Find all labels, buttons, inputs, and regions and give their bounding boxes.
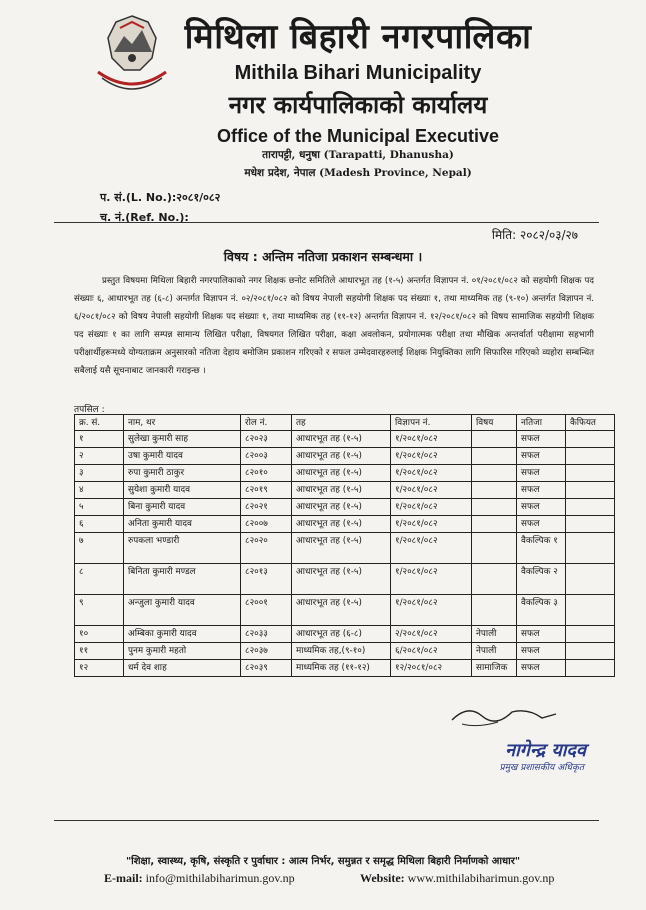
footer-website (360, 871, 554, 886)
table-cell: १/२०८१/०८२ (391, 533, 472, 564)
table-cell (472, 482, 517, 499)
table-cell: ९ (75, 595, 124, 626)
table-row (75, 595, 615, 626)
table-cell: आधारभूत तह (६-८) (292, 626, 391, 643)
table-cell: ६ (75, 516, 124, 533)
table-row (75, 516, 615, 533)
details-label: तपसिल : (74, 405, 105, 415)
table-cell: ८ (75, 564, 124, 595)
table-cell: वैकल्पिक १ (517, 533, 566, 564)
table-cell (566, 431, 615, 448)
table-cell: माध्यमिक तह,(९-१०) (292, 643, 391, 660)
table-cell (566, 499, 615, 516)
signatory-name: नागेन्द्र यादव (505, 740, 586, 761)
table-cell: आधारभूत तह (१-५) (292, 516, 391, 533)
table-row (75, 660, 615, 677)
table-cell: १/२०८१/०८२ (391, 595, 472, 626)
table-cell: १/२०८१/०८२ (391, 465, 472, 482)
address-line-1: तारापट्टी, धनुषा (Tarapatti, Dhanusha) (262, 149, 454, 161)
table-header-row (75, 415, 615, 431)
table-cell: आधारभूत तह (१-५) (292, 482, 391, 499)
table-cell: १ (75, 431, 124, 448)
table-cell: रुपा कुमारी ठाकुर (124, 465, 241, 482)
col-advert-header: विज्ञापन नं. (391, 415, 472, 431)
table-cell (472, 564, 517, 595)
letter-number: प. सं.(L. No.):२०८१/०८२ (100, 191, 221, 204)
table-cell: ८२००३ (241, 448, 292, 465)
municipality-title-ne: मिथिला बिहारी नगरपालिका (184, 17, 532, 57)
table-row (75, 564, 615, 595)
table-cell: ८२०३७ (241, 643, 292, 660)
table-cell: सुलेखा कुमारी साह (124, 431, 241, 448)
signatory-title: प्रमुख प्रशासकीय अधिकृत (499, 763, 584, 773)
table-cell: १/२०८१/०८२ (391, 431, 472, 448)
table-cell: आधारभूत तह (१-५) (292, 448, 391, 465)
table-cell: पुनम कुमारी महतो (124, 643, 241, 660)
table-cell: २/२०८१/०८२ (391, 626, 472, 643)
table-cell: सुयेशा कुमारी यादव (124, 482, 241, 499)
table-cell: अम्बिका कुमारी यादव (124, 626, 241, 643)
table-cell (566, 465, 615, 482)
table-cell: ८२०१९ (241, 482, 292, 499)
table-cell: ८२००७ (241, 516, 292, 533)
table-cell (566, 595, 615, 626)
table-cell: १/२०८१/०८२ (391, 482, 472, 499)
table-cell: वैकल्पिक ३ (517, 595, 566, 626)
table-cell: धर्म देव शाह (124, 660, 241, 677)
table-cell: सफल (517, 465, 566, 482)
office-title-en: Office of the Municipal Executive (216, 126, 500, 146)
col-name-header: नाम, थर (124, 415, 241, 431)
table-cell: ८२०३९ (241, 660, 292, 677)
reference-number: च. नं.(Ref. No.): (100, 211, 189, 224)
table-row (75, 465, 615, 482)
table-cell: ७ (75, 533, 124, 564)
table-cell (472, 533, 517, 564)
col-result-header: नतिजा (517, 415, 566, 431)
col-level-header: तह (292, 415, 391, 431)
table-cell: आधारभूत तह (१-५) (292, 533, 391, 564)
subject-line: विषय : अन्तिम नतिजा प्रकाशन सम्बन्धमा । (223, 249, 423, 264)
table-cell: ४ (75, 482, 124, 499)
table-cell (566, 533, 615, 564)
table-cell (566, 626, 615, 643)
letter-date: मिति: २०८२/०३/२७ (491, 228, 578, 242)
table-cell (472, 499, 517, 516)
table-cell: नेपाली (472, 626, 517, 643)
table-cell: सफल (517, 499, 566, 516)
table-cell: बिना कुमारी यादव (124, 499, 241, 516)
table-cell: आधारभूत तह (१-५) (292, 499, 391, 516)
table-cell: अनिता कुमारी यादव (124, 516, 241, 533)
table-row (75, 431, 615, 448)
table-row (75, 626, 615, 643)
table-cell: १२/२०८१/०८२ (391, 660, 472, 677)
table-cell: उषा कुमारी यादव (124, 448, 241, 465)
email-label: E-mail: (104, 871, 143, 885)
table-cell: सफल (517, 482, 566, 499)
table-cell: सफल (517, 516, 566, 533)
office-title-ne: नगर कार्यपालिकाको कार्यालय (228, 91, 488, 119)
table-cell: सफल (517, 660, 566, 677)
table-cell: ८२००१ (241, 595, 292, 626)
table-cell: सफल (517, 448, 566, 465)
table-cell: रुपकला भण्डारी (124, 533, 241, 564)
table-cell: ८२०२३ (241, 431, 292, 448)
table-cell: अन्जुला कुमारी यादव (124, 595, 241, 626)
table-cell: आधारभूत तह (१-५) (292, 595, 391, 626)
table-cell: आधारभूत तह (१-५) (292, 465, 391, 482)
table-cell: ८२०१० (241, 465, 292, 482)
table-cell: ८२०२० (241, 533, 292, 564)
col-roll-header: रोल नं. (241, 415, 292, 431)
table-cell: सामाजिक (472, 660, 517, 677)
table-cell: ११ (75, 643, 124, 660)
table-cell: वैकल्पिक २ (517, 564, 566, 595)
table-cell: सफल (517, 643, 566, 660)
letter-body: प्रस्तुत विषयमा मिथिला बिहारी नगरपालिकाको नगर शिक्षक छनोट समितिले आधारभूत तह (१-५) अन्तर्गत विज्ञापन नं. ०१/२०८१/०८२ को सहयोगी शिक्षक पद संख्याः ६, आधारभूत तह (६-८) अन्तर्गत विज्ञापन नं. ०२/२०८१/०८२ को विषय नेपाली सहयोगी शिक्षक पद संख्याः १, तथा माध्यमिक तह (९-१०) अन्तर्गत विज्ञापन नं. ६/२०८१/०८२ को विषय नेपाली सहयोगी शिक्षक पद संख्याः १, तथा माध्यमिक तह (११-१२) अन्तर्गत विज्ञापन नं. १२/२०८१/०८२ को विषय सामाजिक सहयोगी शिक्षक पद संख्याः १ का लागि सम्पन्न सामान्य लिखित परीक्षा, विषयगत लिखित परीक्षा, कक्षा अवलोकन, प्रयोगात्मक परीक्षा तथा मौखिक अन्तर्वार्ता परीक्षामा सहभागी परीक्षार्थीहरूमध्ये योग्यताक्रम अनुसारको नतिजा देहाय बमोजिम प्रकाशन गरिएको र सफल उम्मेदवारहरुलाई शिक्षक नियुक्तिका लागि सिफारिस गरिएको व्यहोरा सम्बन्धित सबैलाई यसै सूचनाबाट जानकारी गराइन्छ । (74, 276, 594, 376)
table-cell (566, 448, 615, 465)
results-table (74, 414, 615, 677)
table-cell: माध्यमिक तह (११-१२) (292, 660, 391, 677)
footer-divider (54, 820, 599, 821)
table-cell (472, 431, 517, 448)
website-label: Website: (360, 871, 405, 885)
table-row (75, 533, 615, 564)
table-cell: ८२०१३ (241, 564, 292, 595)
table-cell: १/२०८१/०८२ (391, 564, 472, 595)
table-row (75, 499, 615, 516)
table-cell: १/२०८१/०८२ (391, 448, 472, 465)
table-cell: आधारभूत तह (१-५) (292, 431, 391, 448)
website-link[interactable]: www.mithilabiharimun.gov.np (407, 871, 555, 885)
table-cell: ५ (75, 499, 124, 516)
email-link[interactable]: info@mithilabiharimun.gov.np (145, 871, 295, 885)
table-row (75, 448, 615, 465)
table-row (75, 482, 615, 499)
table-cell: सफल (517, 431, 566, 448)
table-cell (566, 482, 615, 499)
table-cell (472, 465, 517, 482)
footer-motto: "शिक्षा, स्वास्थ्य, कृषि, संस्कृति र पुर्वाधार : आत्म निर्भर, समुन्नत र समृद्ध मिथिला बिहारी निर्माणको आधार" (125, 856, 521, 867)
header-divider (54, 222, 599, 223)
table-cell (566, 660, 615, 677)
footer-email (104, 871, 295, 886)
table-cell: ३ (75, 465, 124, 482)
col-remarks-header: कैफियत (566, 415, 615, 431)
table-cell (566, 643, 615, 660)
table-cell (472, 448, 517, 465)
table-cell: १/२०८१/०८२ (391, 499, 472, 516)
table-cell: आधारभूत तह (१-५) (292, 564, 391, 595)
table-cell: ८२०२१ (241, 499, 292, 516)
table-cell (472, 516, 517, 533)
table-cell (472, 595, 517, 626)
table-cell: ८२०३३ (241, 626, 292, 643)
table-cell: १० (75, 626, 124, 643)
table-cell: ६/२०८१/०८२ (391, 643, 472, 660)
address-line-2: मधेश प्रदेश, नेपाल (Madesh Province, Nepal) (244, 167, 472, 179)
table-cell: २ (75, 448, 124, 465)
table-cell (566, 516, 615, 533)
table-cell: नेपाली (472, 643, 517, 660)
table-row (75, 643, 615, 660)
table-cell: १/२०८१/०८२ (391, 516, 472, 533)
col-subject-header: विषय (472, 415, 517, 431)
table-cell (566, 564, 615, 595)
municipality-title-en: Mithila Bihari Municipality (234, 62, 482, 84)
table-cell: बिनिता कुमारी मण्डल (124, 564, 241, 595)
col-sn-header: क्र. सं. (75, 415, 124, 431)
table-cell: १२ (75, 660, 124, 677)
table-cell: सफल (517, 626, 566, 643)
